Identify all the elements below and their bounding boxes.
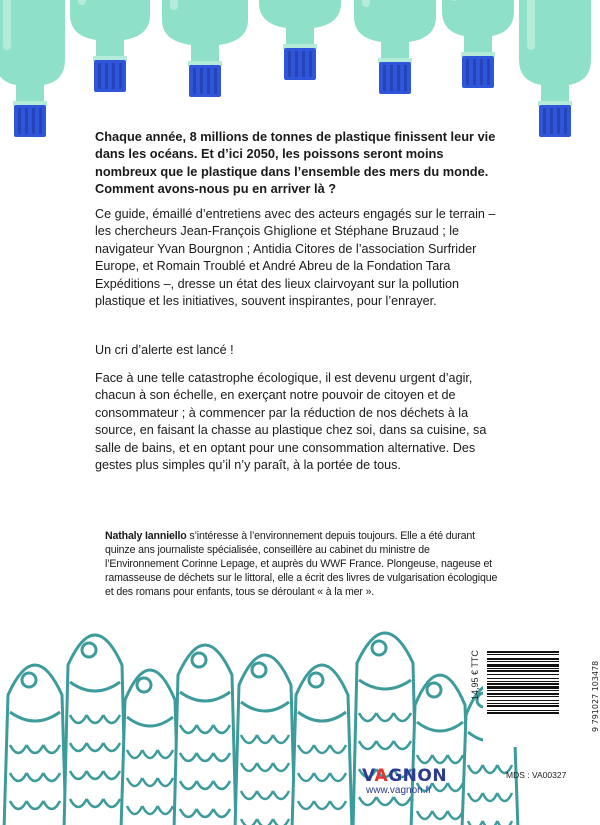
barcode-bar — [487, 674, 559, 675]
call-to-action-paragraph: Face à une telle catastrophe écologique, il est devenu urgent d’agir, chacun à son échelle, en exerçant notre pouvoir de citoyen et de consommateur ; à commencer par la réduction de nos déchets à la source, en faisant la chasse au plastique chez soi, dans sa cuisine, sa salle de bains, et en optant pour une consommation alternative. Des gestes plus simples qu’il n’y paraît, à la portée de tous. — [95, 371, 487, 473]
barcode-bar — [487, 712, 559, 714]
barcode-bar — [487, 690, 559, 691]
barcode-bar — [487, 670, 559, 672]
barcode-bar — [487, 703, 559, 704]
barcode-bar — [487, 678, 559, 679]
barcode-bar — [487, 668, 559, 669]
bottle-icon — [519, 0, 591, 137]
bottle-icon — [442, 0, 514, 88]
fish-icon — [235, 655, 295, 825]
author-name: Nathaly Ianniello — [105, 530, 187, 542]
barcode-bar — [487, 664, 559, 667]
fish-icon — [353, 633, 417, 825]
mds-code: MDS : VA00327 — [506, 770, 567, 780]
barcode-icon — [483, 647, 583, 747]
price-label: 14,95 € TTC — [470, 650, 480, 700]
bottle-icon — [259, 0, 341, 80]
barcode-bar — [487, 654, 559, 655]
guide-description: Ce guide, émaillé d’entretiens avec des acteurs engagés sur le terrain – les chercheurs Jean-François Ghiglione et Stéphane Bruzaud ; le navigateur Yvan Bourgnon ; Antidia Citores de l’association Surfrider Europe, et Romain Troublé et André Abreu de la Fondation Tara Expéditions –, dresse un état des lieux clairvoyant sur la pollution plastique et les initiatives, souvent inspirantes, pour l’enrayer. — [95, 207, 496, 309]
bottle-icon — [70, 0, 150, 92]
barcode-bar — [487, 683, 559, 685]
publisher-logo — [362, 766, 472, 796]
alert-line: Un cri d’alerte est lancé ! — [95, 343, 234, 357]
barcode-bar — [487, 651, 559, 653]
barcode-bar — [487, 710, 559, 711]
barcode-bar — [487, 686, 559, 689]
barcode-bar — [487, 693, 559, 695]
barcode-bar — [487, 700, 559, 701]
fish-icon — [4, 665, 66, 825]
barcode-bar — [487, 696, 559, 697]
fish-icon — [174, 645, 236, 825]
barcode-bar — [487, 658, 559, 660]
author-bio — [105, 530, 505, 600]
fish-icon — [292, 665, 352, 825]
author-bio-text: s’intéresse à l’environnement depuis toujours. Elle a été durant quinze ans journaliste spécialisée, conseillère au cabinet du ministre de l’Environnement Corinne Lepage, et auprès du WWF France. Plongeuse, nageuse et ramasseuse de déchets sur le littoral, elle a écrit des livres de vulgarisation écologique et des romans pour enfants, tous se déroulant « à la mer ». — [105, 530, 498, 598]
bottle-icon — [162, 0, 248, 97]
bottle-icon — [354, 0, 436, 94]
fish-icon — [64, 635, 126, 825]
isbn-number: 9 791027 103478 — [591, 660, 600, 732]
bottle-icon — [0, 0, 65, 137]
publisher-name: VAGNON — [362, 766, 448, 786]
barcode-bar — [487, 661, 559, 662]
lead-paragraph: Chaque année, 8 millions de tonnes de plastique finissent leur vie dans les océans. Et d’ici 2050, les poissons seront moins nombreux que le plastique dans l’ensemble des mers du monde. Comment avons-nous pu en arriver là ? — [95, 129, 496, 197]
barcode-bar — [487, 681, 559, 682]
barcode-bar — [487, 705, 559, 707]
fish-icon — [411, 675, 469, 825]
fish-icon — [121, 670, 179, 825]
plastic-bottles-illustration — [0, 0, 600, 145]
publisher-url: www.vagnon.fr — [366, 785, 432, 796]
